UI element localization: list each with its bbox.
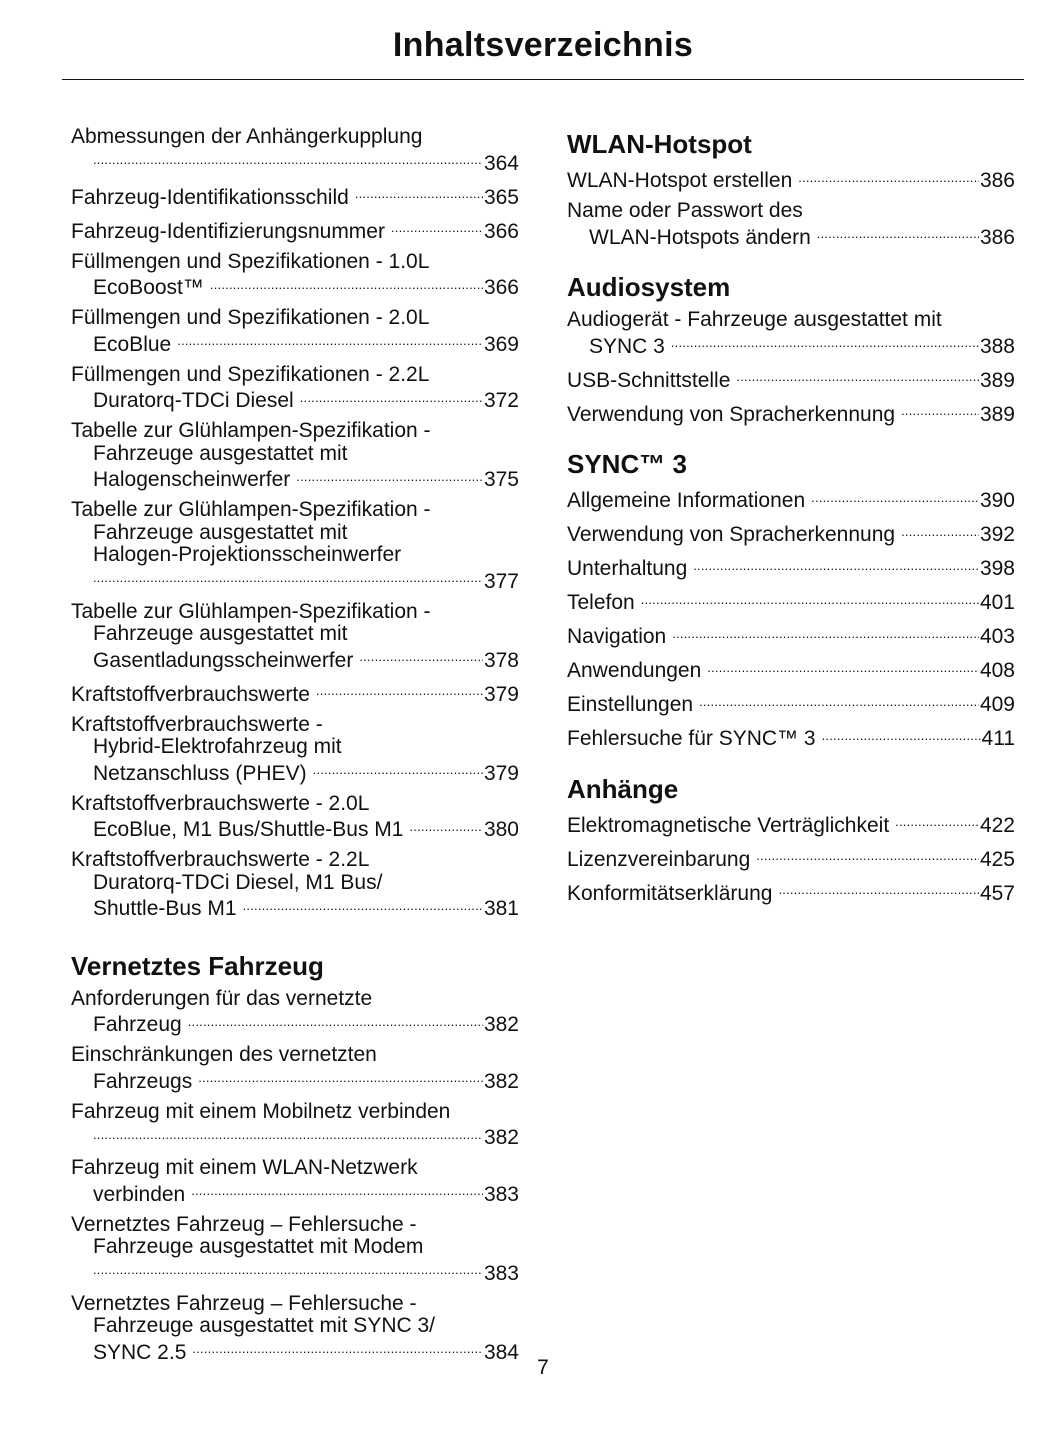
toc-entry-page-line	[567, 845, 1015, 872]
toc-entry[interactable]	[567, 486, 1015, 513]
toc-entry[interactable]	[567, 656, 1015, 683]
toc-entry-title-line: Fahrzeug	[93, 1013, 182, 1036]
dot-leader	[895, 811, 979, 832]
toc-entry[interactable]	[567, 588, 1015, 615]
toc-section	[567, 272, 1015, 426]
toc-entry-page-number: 366	[483, 219, 519, 243]
toc-entry-page-line	[71, 217, 519, 244]
toc-entry[interactable]	[71, 183, 519, 210]
toc-entry-title-line: Duratorq-TDCi Diesel, M1 Bus/	[93, 870, 383, 894]
toc-entry-title-line: Fahrzeug mit einem WLAN-Netzwerk	[71, 1156, 418, 1179]
toc-entry-page-number: 403	[979, 625, 1015, 648]
toc-entry-title-line: Anforderungen für das vernetzte	[71, 986, 373, 1010]
dot-leader	[191, 1180, 483, 1201]
toc-entry-title-line: Elektromagnetische Verträglichkeit	[567, 813, 890, 837]
toc-entry-title-line: Fahrzeuge ausgestattet mit	[93, 520, 348, 544]
toc-entry-title-line: verbinden	[93, 1182, 186, 1206]
dot-leader	[707, 656, 979, 677]
toc-entry-page-line	[71, 386, 519, 413]
dot-leader	[355, 183, 483, 204]
toc-entry-title-line: EcoBoost™	[93, 276, 204, 299]
toc-entry-page-number: 372	[483, 389, 519, 412]
toc-entry-page-line	[71, 1123, 519, 1150]
toc-entry-page-number: 366	[483, 276, 519, 299]
toc-entry-page-number: 389	[979, 402, 1015, 426]
toc-entry-page-number: 408	[979, 659, 1015, 682]
dot-leader	[641, 588, 979, 609]
toc-entry-page-line	[71, 330, 519, 357]
toc-entry-page-line	[71, 680, 519, 707]
dot-leader	[243, 894, 483, 915]
toc-entry-title-line: Fahrzeuge ausgestattet mit Modem	[93, 1235, 424, 1258]
dot-leader	[210, 273, 483, 294]
toc-entry[interactable]	[71, 251, 519, 300]
toc-entry-page-number: 379	[483, 682, 519, 706]
toc-entry-title-line: Netzanschluss (PHEV)	[93, 761, 307, 785]
toc-left-entries	[71, 126, 519, 921]
toc-entry-page-number: 411	[981, 727, 1015, 750]
toc-entry-page-number: 381	[483, 897, 519, 920]
toc-entry-page-number: 390	[979, 489, 1015, 512]
toc-entry[interactable]	[567, 400, 1015, 427]
toc-entry-page-number: 379	[483, 761, 519, 785]
toc-entry-title-line: EcoBlue, M1 Bus/Shuttle-Bus M1	[93, 818, 404, 841]
dot-leader	[188, 1010, 483, 1031]
toc-entry-title-line: Duratorq-TDCi Diesel	[93, 389, 294, 412]
toc-entry[interactable]	[71, 601, 519, 673]
toc-entry-title-line: Verwendung von Spracherkennung	[567, 523, 896, 546]
toc-entry[interactable]	[71, 714, 519, 786]
toc-entry-page-line	[71, 1010, 519, 1037]
toc-entry[interactable]	[567, 622, 1015, 649]
dot-leader	[822, 724, 981, 745]
toc-entry-title-line: EcoBlue	[93, 332, 172, 356]
dot-leader	[391, 217, 483, 238]
dot-leader	[313, 759, 483, 780]
toc-entry[interactable]	[71, 1101, 519, 1150]
section-heading-vernetztes-fahrzeug: Vernetztes Fahrzeug	[71, 950, 324, 981]
toc-entry-title-line: Kraftstoffverbrauchswerte - 2.0L	[71, 791, 370, 815]
toc-entry-title-line: Telefon	[567, 591, 635, 614]
toc-entry-page-line	[71, 815, 519, 842]
toc-entry-title-line: Name oder Passwort des	[567, 199, 803, 222]
section-heading: Audiosystem	[567, 272, 731, 302]
toc-entry-page-line	[71, 1067, 519, 1094]
dot-leader	[316, 680, 483, 701]
dot-leader	[300, 386, 483, 407]
toc-entry-page-number: 386	[979, 225, 1015, 249]
section-heading: WLAN-Hotspot	[567, 129, 752, 159]
toc-entry-title-line: Allgemeine Informationen	[567, 489, 806, 512]
toc-entry-page-line	[567, 166, 1015, 193]
toc-entry-title-line: Einstellungen	[567, 693, 694, 716]
toc-entry-title-line: Hybrid-Elektrofahrzeug mit	[93, 735, 342, 758]
title-divider	[62, 79, 1024, 80]
dot-leader	[699, 690, 979, 711]
dot-leader	[756, 845, 979, 866]
toc-right-column	[567, 129, 1015, 913]
toc-entry[interactable]	[567, 879, 1015, 906]
toc-entry[interactable]	[567, 520, 1015, 547]
toc-entry-title-line: Fahrzeug mit einem Mobilnetz verbinden	[71, 1099, 451, 1123]
toc-entry-page-number: 382	[483, 1069, 519, 1093]
toc-entry[interactable]	[71, 499, 519, 593]
toc-entry-page-number: 364	[483, 151, 519, 175]
dot-leader	[672, 622, 979, 643]
page-title: Inhaltsverzeichnis	[392, 26, 694, 64]
toc-entry-title-line: Unterhaltung	[567, 557, 688, 580]
toc-entry-page-number: 392	[979, 523, 1015, 546]
dot-leader	[693, 554, 979, 575]
toc-entry[interactable]	[567, 200, 1015, 249]
toc-entry[interactable]	[71, 988, 519, 1037]
toc-entry-title-line: Vernetztes Fahrzeug – Fehlersuche -	[71, 1291, 417, 1315]
toc-entry-title-line: Füllmengen und Spezifikationen - 1.0L	[71, 249, 430, 273]
toc-entry-page-number: 382	[483, 1013, 519, 1036]
toc-entry-title-line: Kraftstoffverbrauchswerte -	[71, 712, 323, 736]
toc-entry-title-line: Shuttle-Bus M1	[93, 897, 237, 920]
section-heading: Anhänge	[567, 773, 679, 804]
toc-entry-page-line	[71, 1180, 519, 1207]
toc-entry-title-line: Fahrzeug-Identifizierungsnummer	[71, 219, 385, 243]
toc-entry-page-line	[567, 366, 1015, 393]
toc-entry-title-line: Tabelle zur Glühlampen-Spezifikation -	[71, 498, 431, 521]
toc-entry-page-line	[71, 894, 519, 921]
toc-entry-page-line	[71, 465, 519, 492]
toc-entry-page-line	[71, 759, 519, 786]
toc-entry-page-number: 380	[483, 818, 519, 841]
dot-leader	[296, 465, 483, 486]
toc-entry-title-line: Abmessungen der Anhängerkupplung	[71, 125, 423, 148]
dot-leader	[901, 400, 979, 421]
toc-entry-page-number: 389	[979, 368, 1015, 392]
toc-entry-page-number: 401	[979, 591, 1015, 614]
toc-entry[interactable]	[71, 420, 519, 492]
toc-entry-title-line: Audiogerät - Fahrzeuge ausgestattet mit	[567, 308, 942, 331]
toc-entry-title-line: Füllmengen und Spezifikationen - 2.2L	[71, 362, 430, 386]
toc-entry-page-number: 369	[483, 332, 519, 356]
toc-entry-title-line: Tabelle zur Glühlampen-Spezifikation -	[71, 599, 431, 623]
toc-entry-page-line	[71, 1259, 519, 1286]
toc-entry[interactable]	[71, 680, 519, 707]
dot-leader	[93, 1123, 483, 1144]
toc-entry-title-line: Fehlersuche für SYNC™ 3	[567, 727, 816, 750]
toc-entry-title-line: Einschränkungen des vernetzten	[71, 1043, 377, 1066]
toc-entry[interactable]	[71, 793, 519, 842]
toc-entry-page-number: 422	[979, 813, 1015, 837]
dot-leader	[671, 332, 979, 353]
toc-entry-title-line: Fahrzeuge ausgestattet mit	[93, 622, 348, 645]
toc-entry-page-number: 378	[483, 648, 519, 672]
toc-entry-page-line	[567, 486, 1015, 513]
dot-leader	[901, 520, 979, 541]
toc-entry-title-line: Fahrzeugs	[93, 1069, 193, 1093]
toc-entry-page-line	[71, 183, 519, 210]
toc-entry-title-line: Konformitätserklärung	[567, 881, 773, 905]
toc-entry-title-line: Vernetztes Fahrzeug – Fehlersuche -	[71, 1212, 417, 1236]
toc-entry[interactable]	[567, 366, 1015, 393]
toc-entry-page-number: 386	[979, 169, 1015, 192]
toc-entry-page-line	[71, 149, 519, 176]
toc-entry-title-line: WLAN-Hotspots ändern	[589, 225, 811, 249]
toc-entry-page-number: 365	[483, 185, 519, 209]
dot-leader	[798, 166, 979, 187]
toc-entry[interactable]	[71, 1044, 519, 1093]
toc-entry-page-line	[71, 646, 519, 673]
dot-leader	[93, 567, 483, 588]
toc-entry[interactable]	[567, 166, 1015, 193]
toc-entry-page-line	[567, 622, 1015, 649]
toc-entry-title-line: Lizenzvereinbarung	[567, 847, 751, 871]
toc-entry-page-line	[567, 332, 1015, 359]
toc-entry-page-number: 383	[483, 1261, 519, 1285]
dot-leader	[811, 486, 979, 507]
toc-entry-page-line	[567, 811, 1015, 838]
toc-entry[interactable]	[567, 811, 1015, 838]
toc-entry-title-line: Halogen-Projektionsscheinwerfer	[93, 543, 402, 566]
toc-entry-page-number: 383	[483, 1182, 519, 1206]
toc-entry[interactable]	[71, 1293, 519, 1365]
toc-entry[interactable]	[567, 309, 1015, 358]
toc-entry[interactable]	[71, 364, 519, 413]
toc-entry-page-number: 375	[483, 468, 519, 491]
toc-entry-page-number: 409	[979, 693, 1015, 716]
toc-entry[interactable]	[567, 724, 1015, 751]
toc-entry-title-line: Halogenscheinwerfer	[93, 468, 291, 491]
toc-entry-title-line: WLAN-Hotspot erstellen	[567, 169, 793, 192]
toc-entry-title-line: Füllmengen und Spezifikationen - 2.0L	[71, 306, 430, 329]
toc-entry[interactable]	[71, 849, 519, 921]
toc-entry-page-number: 425	[979, 847, 1015, 871]
toc-entry-page-number: 388	[979, 334, 1015, 358]
toc-entry-title-line: Verwendung von Spracherkennung	[567, 402, 896, 426]
toc-entry-page-line	[567, 400, 1015, 427]
toc-left-column	[71, 126, 519, 1372]
toc-entry-title-line: Kraftstoffverbrauchswerte - 2.2L	[71, 848, 370, 871]
toc-entry-page-line	[71, 273, 519, 300]
toc-entry-page-line	[567, 724, 1015, 751]
toc-entry-page-line	[567, 588, 1015, 615]
toc-entry-title-line: Fahrzeug-Identifikationsschild	[71, 185, 349, 209]
toc-entry-page-number: 398	[979, 557, 1015, 580]
toc-entry-title-line: Navigation	[567, 625, 667, 648]
toc-entry-page-line	[567, 223, 1015, 250]
toc-entry[interactable]	[71, 307, 519, 356]
toc-entry-title-line: Gasentladungsscheinwerfer	[93, 648, 354, 672]
toc-entry-title-line: Fahrzeuge ausgestattet mit	[93, 441, 348, 465]
toc-entry-page-number: 382	[483, 1126, 519, 1149]
page-number: 7	[537, 1356, 549, 1379]
dot-leader	[359, 646, 483, 667]
toc-entry[interactable]	[71, 217, 519, 244]
toc-entry-page-line	[567, 554, 1015, 581]
toc-entry-title-line: SYNC 3	[589, 334, 665, 358]
toc-entry-page-line	[567, 879, 1015, 906]
toc-entry-page-number: 457	[979, 881, 1015, 905]
toc-entry-title-line: Tabelle zur Glühlampen-Spezifikation -	[71, 419, 431, 442]
dot-leader	[736, 366, 979, 387]
toc-entry-page-line	[71, 567, 519, 594]
toc-section	[567, 774, 1015, 906]
toc-entry[interactable]	[567, 690, 1015, 717]
toc-entry-title-line: Kraftstoffverbrauchswerte	[71, 682, 310, 706]
dot-leader	[409, 815, 482, 836]
section-heading: SYNC™ 3	[567, 449, 687, 479]
toc-entry-page-line	[567, 520, 1015, 547]
toc-entry-title-line: SYNC 2.5	[93, 1340, 187, 1364]
toc-entry-title-line: Anwendungen	[567, 659, 702, 682]
dot-leader	[817, 223, 979, 244]
toc-entry[interactable]	[71, 1214, 519, 1286]
toc-section	[567, 449, 1015, 751]
toc-section	[567, 129, 1015, 249]
toc-entry-title-line: Fahrzeuge ausgestattet mit SYNC 3/	[93, 1314, 435, 1337]
toc-entry-page-line	[567, 656, 1015, 683]
dot-leader	[93, 1259, 483, 1280]
toc-entry[interactable]	[71, 126, 519, 175]
toc-entry-page-number: 377	[483, 569, 519, 593]
toc-vernetztes-fahrzeug-entries	[71, 988, 519, 1365]
dot-leader	[778, 879, 979, 900]
dot-leader	[198, 1067, 483, 1088]
toc-entry[interactable]	[71, 1157, 519, 1206]
toc-entry-title-line: USB-Schnittstelle	[567, 368, 731, 392]
toc-entry-page-line	[567, 690, 1015, 717]
toc-entry[interactable]	[567, 845, 1015, 872]
toc-entry[interactable]	[567, 554, 1015, 581]
dot-leader	[93, 149, 483, 170]
dot-leader	[177, 330, 483, 351]
toc-entry-page-number: 384	[483, 1340, 519, 1364]
